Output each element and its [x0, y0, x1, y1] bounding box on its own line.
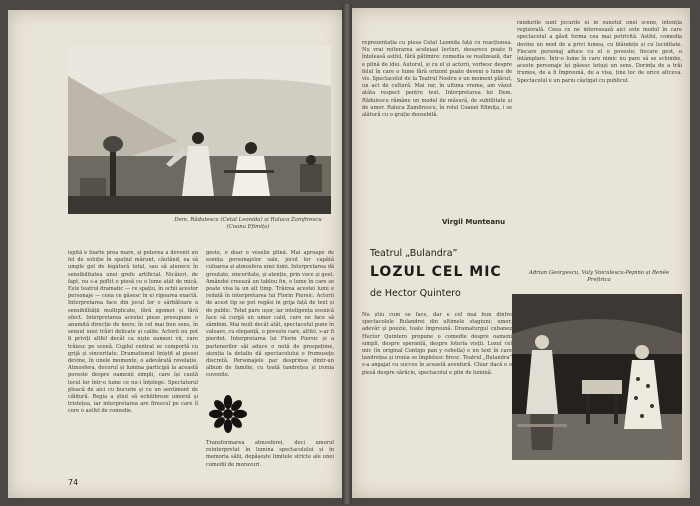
right-page	[352, 8, 690, 498]
theatre-title: Teatrul „Bulandra”	[370, 248, 458, 259]
stage-photo-left	[68, 46, 331, 214]
left-page	[8, 10, 342, 498]
stage-photo-right	[512, 294, 682, 460]
book-gutter	[342, 4, 352, 504]
page-number: 74	[68, 478, 79, 487]
left-column-3: Transformarea atmosferei, deci umorul reinterpretat în lumina spectacolului și în memoria sălii, depășește limitele stricte ale unei comedii de moravuri.	[206, 440, 334, 468]
asterisk-ornament	[208, 394, 248, 434]
left-column-2: geste, e doar o veselie plină. Mai aproape de esența personajelor sale, jocul lor capătă culoarea și atmosfera unei lumi. Interpretarea dă greutate, sinceritate, și atenție, prin voce și gest. Amândoi creează un tablou fin, o lume în care se poate visa la un alt timp. Trăirea acestei lumi e redată în interpretarea lui Florin Piersic. Actorii de acest tip se pot regăsi în grija față de text și de public. Totul pare ușor, iar inteligența scenică face să curgă un umor cald, care ne face să zâmbim. Mai mult decât atât, spectacolul pune în valoare, cu eleganță, o poveste care, altfel, s-ar fi pierdut. Interpretarea lui Florin Piersic și a partenerilor săi aduce o notă de prospețime, atenția la detaliu dă spectacolului o frumusețe discretă. Personajele par desprinse dintr-un album de familie, cu toată tandrețea și ironia cuvenite.	[206, 250, 334, 379]
review-author: Virgil Munteanu	[442, 218, 506, 226]
photo-caption-right: Adrian Georgescu, Valy Voiculescu-Pepino și Renée Prefirica	[528, 270, 670, 283]
left-column-1: ispită e foarte prea mare, și puterea a devenit un fel de soluție în spațiul mărunt, căutând, ea să umple gol de legătură totul, sau să alunece în sensibilitatea unei grefe artificial. Nicăieri, de fapt, nu s-a poftit o piesă cu o lume atât de mică. Este teatrul dramatic — ce spațiu, în ochii acestor personaje — ceea ce găsesc în ei rigoarea exactă. Interpretarea face din jocul lor o sărbătoare a sensibilității multiplicate, fără zgomot și fără efect. Interpretarea acestei piese presupune o anumită direcție de mers: în cel mai bun sens, în sensul unei trăiri delicate și calde. Actorii nu pot fi priviți altfel decât ca niște oameni vii, care trăiesc pe scenă. Cuplul central se comportă cu grijă și sinceritate. Dramatismul liniștit al piesei devine, în unele momente, o adevărată revelație. Atmosfera, decorul și lumina participă la această poveste despre oamenii simpli, care își caută locul lor într-o lume ce nu-i înțelege. Spectatorul pleacă de aici cu bucurie și cu un sentiment de căldură. Regia a știut să echilibreze umorul și tristețea, iar interpretarea are firescul pe care îl cere o astfel de comedie.	[68, 250, 198, 415]
play-author: de Hector Quintero	[370, 288, 461, 299]
right-column-3: Nu știu cum se face, dar e cel mai bun dintre spectacolele Bulandrei din ultimele stagiuni: umor, adevăr și poezie, toate împreună. Dramaturgul cubanez Hector Quintero propune o comedie despre oameni simpli, despre speranță, despre loteria vieții. Lozul cel mic (în original Contigo pan y cebolla) e un text în care tandrețea și ironia se împletesc firesc. Teatrul „Bulandra” s-a angajat cu succes în această aventură. Chiar dacă e o piesă despre sărăcie, spectacolul e plin de lumină.	[362, 312, 512, 376]
play-title: LOZUL CEL MIC	[370, 264, 502, 280]
photo-caption-left: Dem. Rădulescu (Cetal Leonida) și Raluca Zamfirescu (Coana Efimița)	[174, 217, 322, 230]
right-column-1: reprezentația cu piesa Cetal Leonida față cu reacțiunea. Nu vrai reiterarea aceleiași lecturi, deoarece poate fi înțeleasă astfel, fără pătimire: comedia se realizează, dar e plină de idei. Autorul, și cu el și actorii, vorbesc despre felul în care o lume fără orizont poate deveni o lume de vis. Spectacolul de la Teatrul Nostru e un moment plăcut, un act de cultură. Mai rar, în ultima vreme, am văzut atâta respect pentru text. Interpretarea lui Dem. Rădulescu rămâne un model de măsură, de subtilitate și de umor. Raluca Zamfirescu, în rolul Coanei Efimița, i se alătură cu o grație deosebită.	[362, 40, 512, 119]
right-column-2: rândurile sunt jocurile ei în sunetul unei scene, intenția regizorală. Ceea ce ne interesează aici este modul în care spectacolul a găsit forma cea mai potrivită. Astfel, comedia devine un mod de a privi lumea, cu blândețe și cu luciditate. Fiecare personaj aduce cu el o poveste; fiecare gest, o întâmplare. Într-o lume în care nimic nu pare să se schimbe, aceste personaje își găsesc totuși un sens. Dorința de a trăi frumos, de a fi împreună, de a visa, ține loc de orice altceva. Spectacolul e un pariu câștigat cu publicul.	[517, 20, 682, 84]
